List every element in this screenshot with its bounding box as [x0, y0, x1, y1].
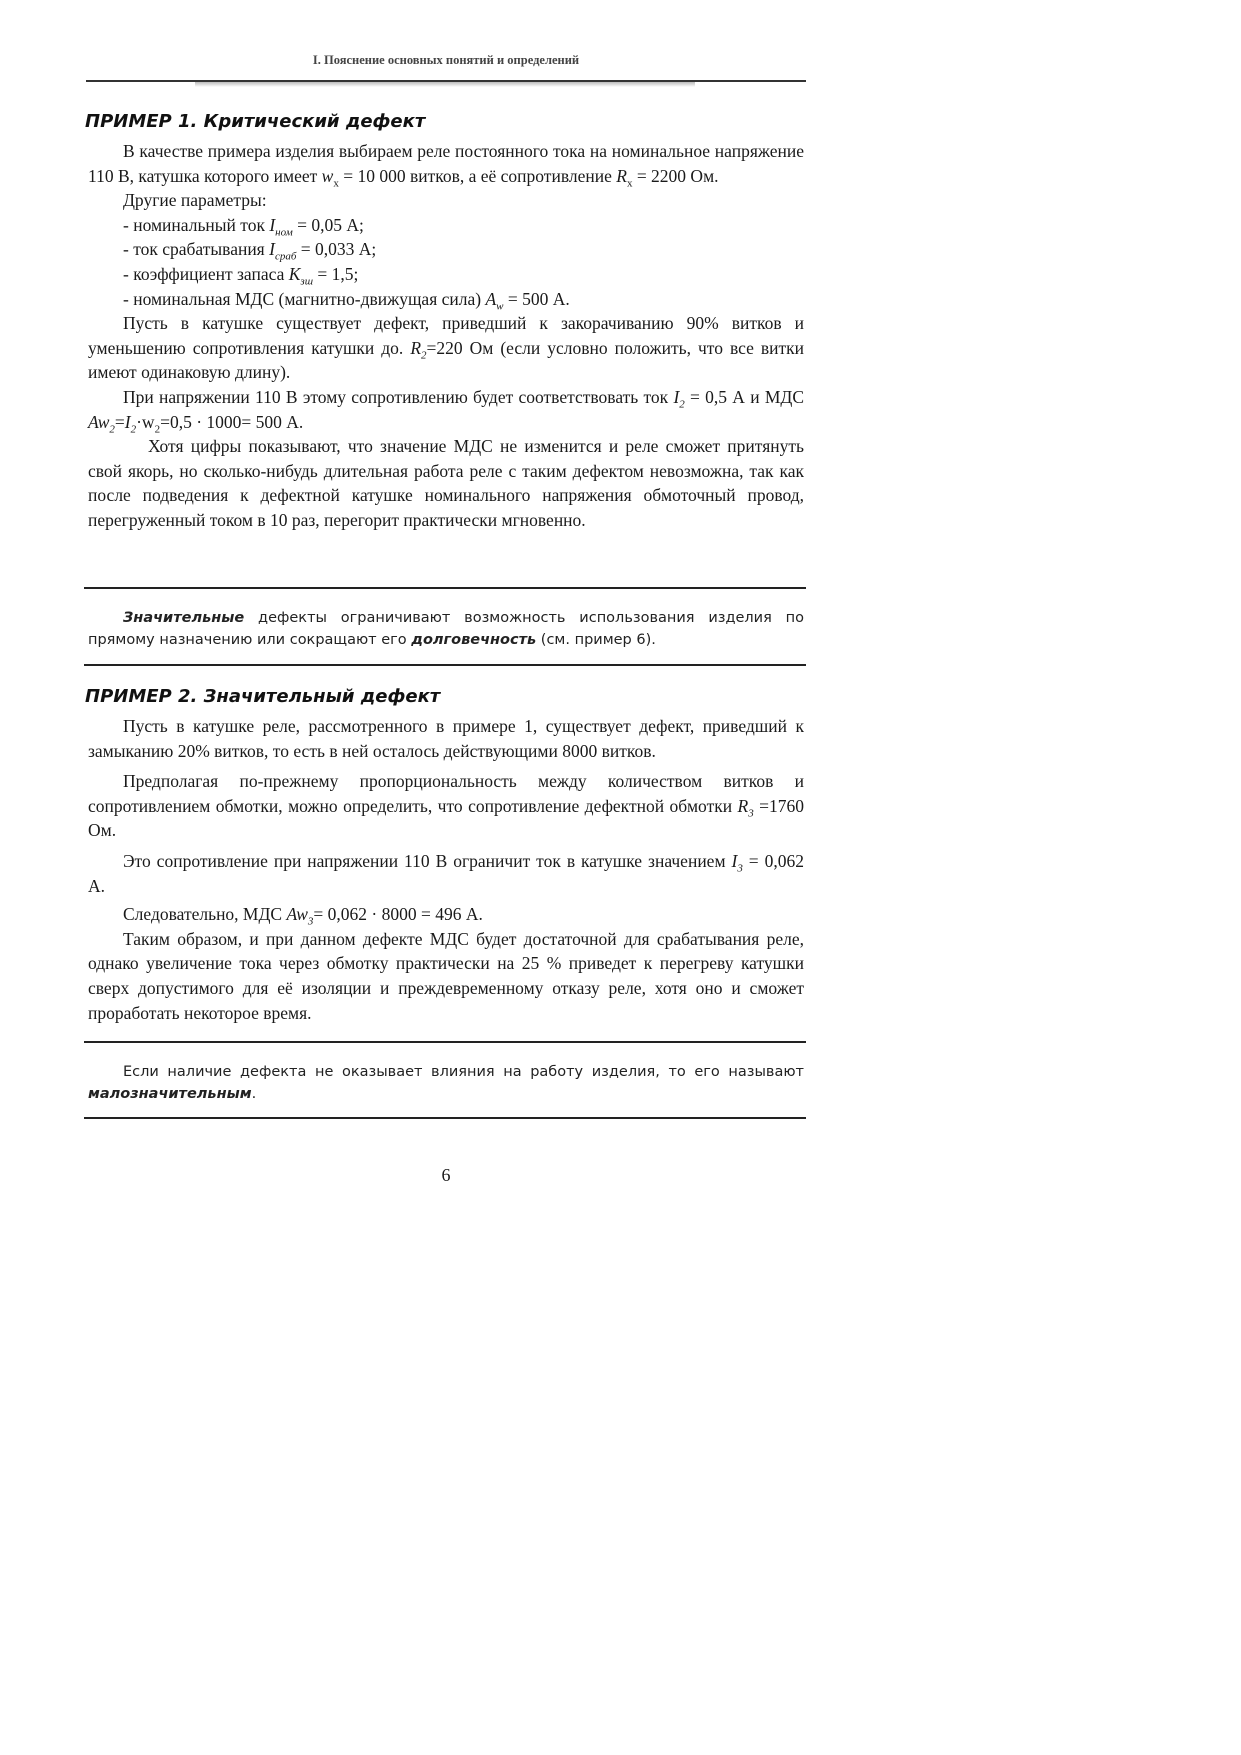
header-rule-shadow	[195, 82, 695, 87]
paragraph: При напряжении 110 В этому сопротивлению будет соответствовать ток $I_2 = 0,5$ А и МДС $Aw_2=I_2\cdot w_2=0,5 \cdot 1000= 500$ А.	[88, 386, 804, 436]
example1-body	[88, 139, 804, 533]
note1-bottom-rule	[84, 664, 806, 666]
note-minor	[88, 1061, 804, 1105]
paragraph: В качестве примера изделия выбираем реле постоянного тока на номинальное напряжение 110 В, катушка которого имеет $w_x = 10$ 000 витков, а её сопротивление $R_x = 2200$ Ом.	[88, 141, 804, 190]
list-item: - коэффициент запаса $K_{зш} = 1,5$;	[123, 263, 359, 288]
note2-top-rule	[84, 1041, 806, 1043]
paragraph: Это сопротивление при напряжении 110 В ограничит ток в катушке значением $I_3 = 0,062$ А.	[88, 850, 804, 896]
note-paragraph: Если наличие дефекта не оказывает влияния на работу изделия, то его называют малозначительным.	[88, 1064, 804, 1102]
paragraph: Предполагая по-прежнему пропорциональность между количеством витков и сопротивлением обмотки, можно определить, что сопротивление дефектной обмотки $R_3 =1760$ Ом.	[88, 771, 804, 841]
paragraph: Хотя цифры показывают, что значение МДС не изменится и реле сможет притянуть свой якорь, но сколько-нибудь длительная работа реле с таким дефектом невозможна, так как после подведения к дефектной катушке номинального напряжения обмоточный провод, перегруженный током в 10 раз, перегорит практически мгновенно.	[88, 436, 804, 530]
paragraph: Другие параметры:	[123, 190, 267, 211]
running-header: I. Пояснение основных понятий и определений	[312, 53, 580, 67]
list-item: - номинальный ток $I_{ном} = 0,05$ А;	[123, 214, 364, 239]
list-item: - ток срабатывания $I_{сраб} = 0,033$ А;	[123, 239, 377, 263]
example2-body	[88, 714, 804, 1025]
paragraph: Пусть в катушке существует дефект, приведший к закорачиванию 90% витков и уменьшению сопротивления катушки до. $R_2=220$ Ом (если условно положить, что все витки имеют одинаковую длину).	[88, 313, 804, 383]
list-item: - номинальная МДС (магнитно-движущая сила) $A_w = 500$ А.	[123, 288, 570, 313]
paragraph: Таким образом, и при данном дефекте МДС будет достаточной для срабатывания реле, однако увеличение тока через обмотку практически на 25 % приведет к перегреву катушки сверх допустимого для её изоляции и преждевременному отказу реле, хотя оно и сможет проработать некоторое время.	[88, 928, 804, 1023]
example1-title: ПРИМЕР 1. Критический дефект	[85, 111, 426, 132]
note-significant	[88, 607, 804, 651]
note-paragraph: Значительные дефекты ограничивают возможность использования изделия по прямому назначению или сокращают его долговечность (см. пример 6).	[88, 610, 804, 648]
example2-title: ПРИМЕР 2. Значительный дефект	[85, 686, 441, 707]
note1-top-rule	[84, 587, 806, 589]
page-number: 6	[441, 1165, 451, 1185]
paragraph: Пусть в катушке реле, рассмотренного в примере 1, существует дефект, приведший к замыканию 20% витков, то есть в ней осталось действующими 8000 витков.	[88, 716, 804, 761]
paragraph: Следовательно, МДС $Aw_3= 0,062 \cdot 8000 = 496$ А.	[123, 904, 483, 928]
note2-bottom-rule	[84, 1117, 806, 1119]
